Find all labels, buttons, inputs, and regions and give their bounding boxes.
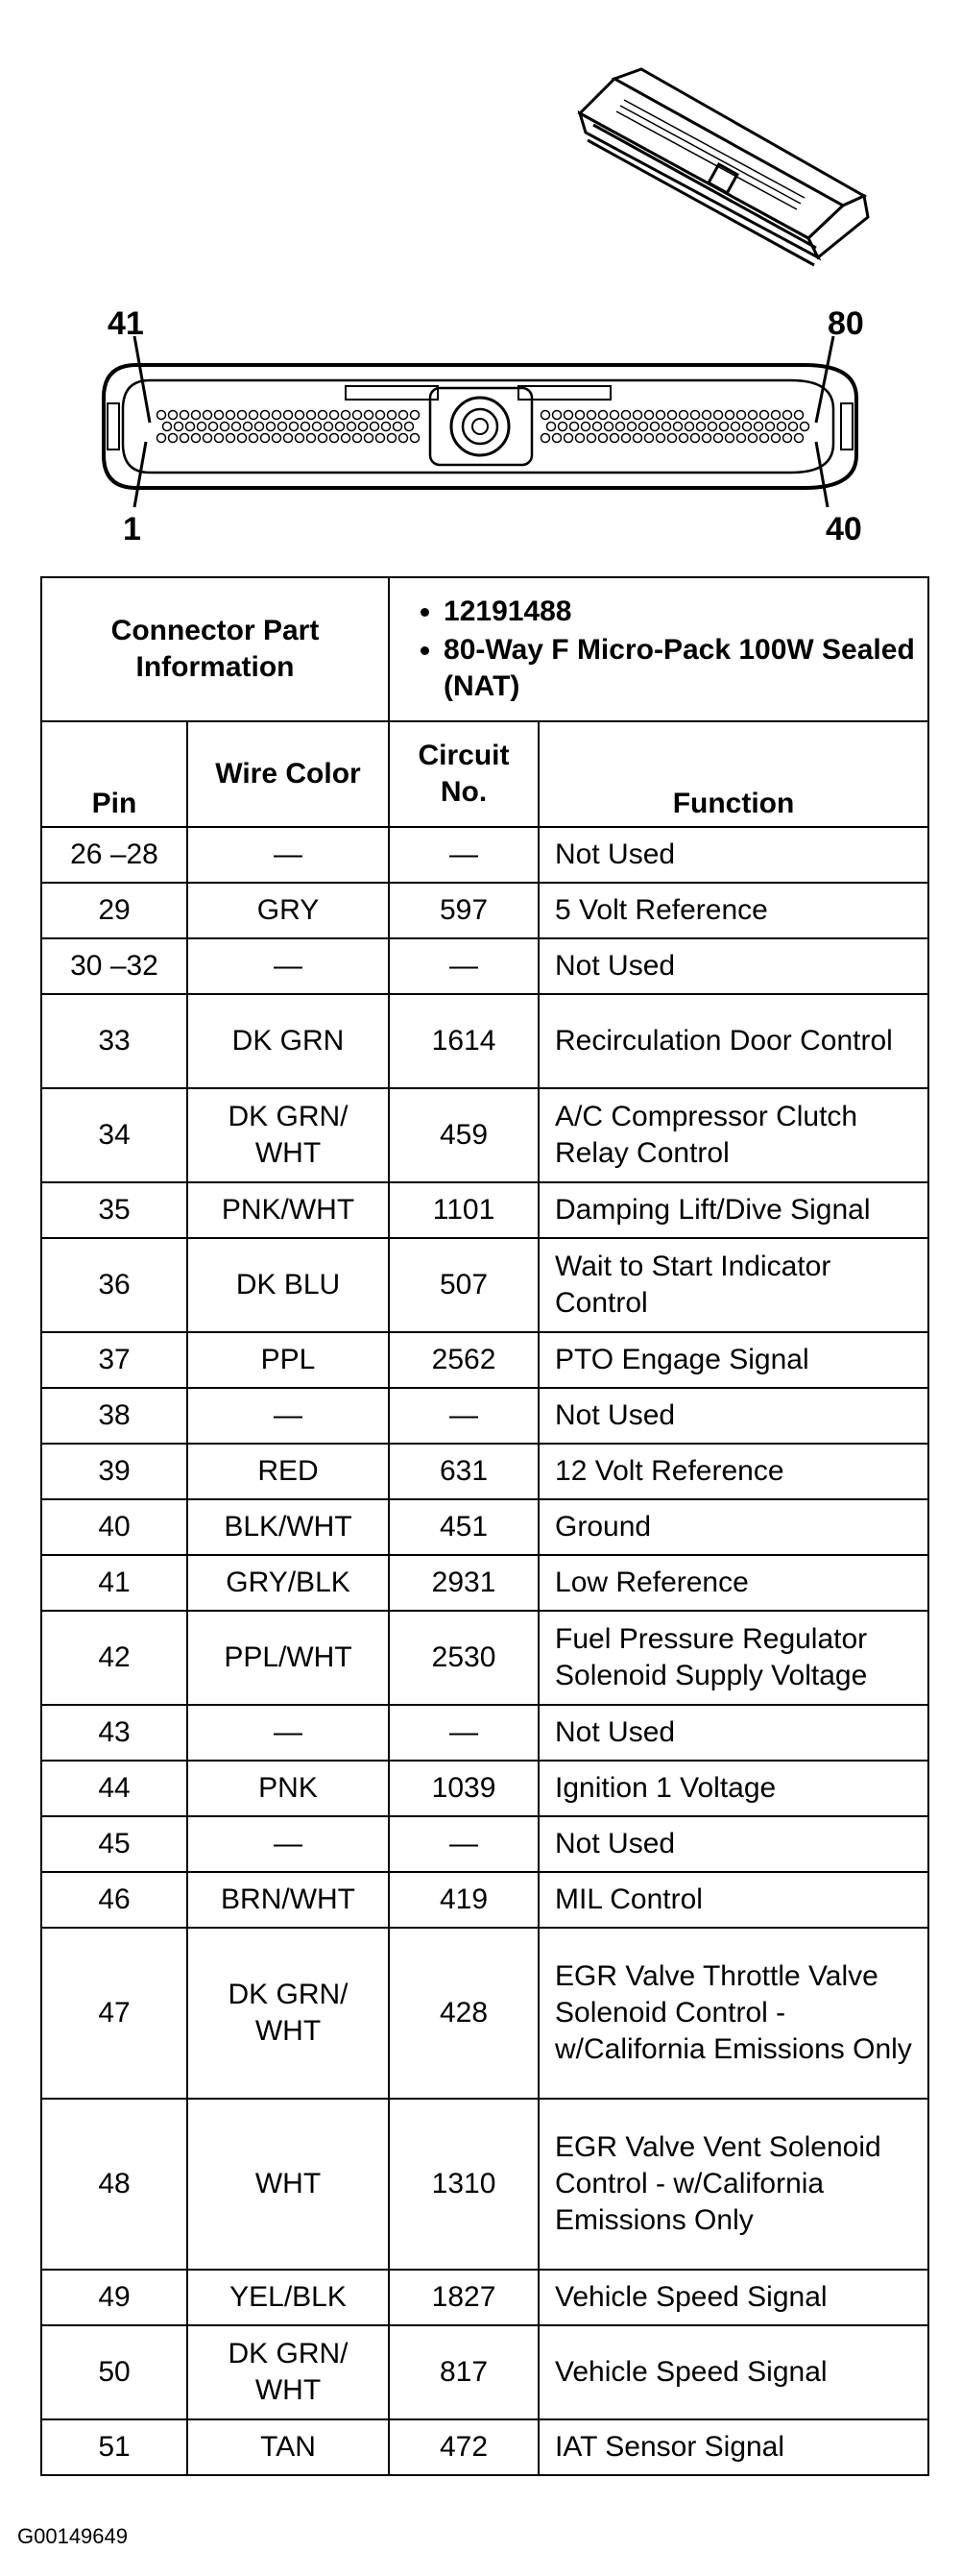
pin-holes bbox=[157, 411, 809, 443]
pin-hole bbox=[371, 423, 379, 431]
pin-hole bbox=[192, 411, 201, 420]
circuit-cell: 1614 bbox=[389, 994, 539, 1088]
pin-hole bbox=[553, 411, 562, 420]
wire-color-cell: — bbox=[187, 1816, 389, 1872]
header-function: Function bbox=[539, 721, 928, 827]
pin-hole bbox=[227, 411, 235, 420]
pin-hole bbox=[697, 423, 706, 431]
figure-id: G00149649 bbox=[17, 2524, 128, 2548]
pin-hole bbox=[749, 434, 758, 443]
table-row bbox=[41, 1388, 928, 1444]
pin-hole bbox=[801, 423, 809, 431]
circuit-cell: 2562 bbox=[389, 1332, 539, 1388]
pin-hole bbox=[330, 434, 339, 443]
pin-hole bbox=[204, 434, 212, 443]
pin-hole bbox=[353, 411, 362, 420]
pin-cell: 40 bbox=[41, 1499, 187, 1555]
pin-hole bbox=[795, 434, 804, 443]
pin-cell: 45 bbox=[41, 1816, 187, 1872]
table-row bbox=[41, 2099, 928, 2270]
circuit-cell: 597 bbox=[389, 883, 539, 938]
circuit-cell: 631 bbox=[389, 1444, 539, 1499]
pin-cell: 30 –32 bbox=[41, 938, 187, 994]
wire-color-cell: DK GRN/ WHT bbox=[187, 1928, 389, 2099]
connector-description: • 80-Way F Micro-Pack 100W Sealed (NAT) bbox=[444, 632, 918, 705]
connector-part-number: • 12191488 bbox=[444, 594, 918, 630]
circuit-cell: 451 bbox=[389, 1499, 539, 1555]
function-cell: Vehicle Speed Signal bbox=[539, 2270, 928, 2325]
pin-hole bbox=[296, 434, 304, 443]
header-row bbox=[41, 721, 928, 827]
pin-hole bbox=[405, 423, 414, 431]
pin-cell: 39 bbox=[41, 1444, 187, 1499]
wire-color-cell: PPL bbox=[187, 1332, 389, 1388]
pin-hole bbox=[720, 423, 729, 431]
pin-hole bbox=[772, 411, 781, 420]
pin-hole bbox=[261, 411, 270, 420]
pin-hole bbox=[376, 411, 385, 420]
pin-hole bbox=[186, 423, 195, 431]
pin-hole bbox=[296, 411, 304, 420]
pin-cell: 37 bbox=[41, 1332, 187, 1388]
circuit-cell: 1310 bbox=[389, 2099, 539, 2270]
table-row bbox=[41, 1816, 928, 1872]
pin-hole bbox=[376, 434, 385, 443]
pin-hole bbox=[319, 411, 327, 420]
circuit-cell: 1039 bbox=[389, 1761, 539, 1816]
pin-cell: 44 bbox=[41, 1761, 187, 1816]
pin-hole bbox=[668, 411, 677, 420]
function-cell: IAT Sensor Signal bbox=[539, 2419, 928, 2475]
pin-hole bbox=[783, 434, 792, 443]
pin-hole bbox=[284, 411, 293, 420]
pin-hole bbox=[680, 411, 688, 420]
wire-color-cell: — bbox=[187, 938, 389, 994]
pin-hole bbox=[180, 411, 189, 420]
circuit-cell: — bbox=[389, 1388, 539, 1444]
pin-hole bbox=[605, 423, 613, 431]
header-circuit-no: Circuit No. bbox=[389, 721, 539, 827]
pin-label-1: 1 bbox=[123, 511, 141, 547]
pin-hole bbox=[290, 423, 299, 431]
pin-hole bbox=[325, 423, 333, 431]
table-row bbox=[41, 1182, 928, 1238]
connector-drawing bbox=[0, 0, 962, 576]
pin-hole bbox=[221, 423, 229, 431]
pin-hole bbox=[714, 434, 723, 443]
pin-hole bbox=[180, 434, 189, 443]
table-row bbox=[41, 1872, 928, 1928]
pin-hole bbox=[593, 423, 602, 431]
pin-hole bbox=[726, 434, 734, 443]
function-cell: Not Used bbox=[539, 1705, 928, 1761]
table-row bbox=[41, 938, 928, 994]
function-cell: Not Used bbox=[539, 827, 928, 883]
wire-color-cell: YEL/BLK bbox=[187, 2270, 389, 2325]
pin-hole bbox=[169, 434, 178, 443]
pin-hole bbox=[709, 423, 717, 431]
circuit-cell: — bbox=[389, 1816, 539, 1872]
wire-color-cell: DK BLU bbox=[187, 1238, 389, 1332]
pin-hole bbox=[388, 434, 397, 443]
function-cell: A/C Compressor Clutch Relay Control bbox=[539, 1088, 928, 1182]
pin-cell: 51 bbox=[41, 2419, 187, 2475]
pin-hole bbox=[382, 423, 391, 431]
table-row bbox=[41, 2270, 928, 2325]
pin-hole bbox=[541, 411, 550, 420]
pin-hole bbox=[795, 411, 804, 420]
pin-hole bbox=[244, 423, 253, 431]
pin-hole bbox=[227, 434, 235, 443]
function-cell: Not Used bbox=[539, 1816, 928, 1872]
pin-hole bbox=[611, 411, 619, 420]
pin-hole bbox=[157, 434, 166, 443]
pin-hole bbox=[685, 423, 694, 431]
pin-hole bbox=[743, 423, 752, 431]
pin-hole bbox=[348, 423, 356, 431]
pin-hole bbox=[789, 423, 798, 431]
pin-hole bbox=[284, 434, 293, 443]
circuit-cell: 419 bbox=[389, 1872, 539, 1928]
pin-hole bbox=[732, 423, 740, 431]
pin-hole bbox=[301, 423, 310, 431]
function-cell: 12 Volt Reference bbox=[539, 1444, 928, 1499]
pin-hole bbox=[399, 434, 408, 443]
wire-color-cell: — bbox=[187, 1388, 389, 1444]
table-row bbox=[41, 1761, 928, 1816]
pin-cell: 47 bbox=[41, 1928, 187, 2099]
pin-hole bbox=[657, 434, 665, 443]
connector-part-info bbox=[389, 577, 928, 721]
function-cell: EGR Valve Throttle Valve Solenoid Control - w/California Emissions Only bbox=[539, 1928, 928, 2099]
wire-color-cell: PNK/WHT bbox=[187, 1182, 389, 1238]
pin-label-40: 40 bbox=[826, 511, 862, 547]
pin-hole bbox=[749, 411, 758, 420]
wire-color-cell: PPL/WHT bbox=[187, 1611, 389, 1705]
pin-hole bbox=[157, 411, 166, 420]
function-cell: Damping Lift/Dive Signal bbox=[539, 1182, 928, 1238]
pin-hole bbox=[755, 423, 763, 431]
function-cell: MIL Control bbox=[539, 1872, 928, 1928]
pin-hole bbox=[714, 411, 723, 420]
wire-color-cell: BRN/WHT bbox=[187, 1872, 389, 1928]
pin-hole bbox=[342, 434, 350, 443]
wire-color-cell: GRY/BLK bbox=[187, 1555, 389, 1611]
function-cell: EGR Valve Vent Solenoid Control - w/California Emissions Only bbox=[539, 2099, 928, 2270]
circuit-cell: 1827 bbox=[389, 2270, 539, 2325]
table-row bbox=[41, 1238, 928, 1332]
pin-hole bbox=[250, 434, 258, 443]
pin-hole bbox=[651, 423, 660, 431]
pin-hole bbox=[169, 411, 178, 420]
pin-cell: 33 bbox=[41, 994, 187, 1088]
table-row bbox=[41, 1444, 928, 1499]
pin-hole bbox=[703, 434, 711, 443]
pin-hole bbox=[616, 423, 625, 431]
pin-cell: 26 –28 bbox=[41, 827, 187, 883]
pin-hole bbox=[307, 434, 316, 443]
pin-hole bbox=[353, 434, 362, 443]
pin-hole bbox=[599, 434, 608, 443]
pin-hole bbox=[394, 423, 402, 431]
function-cell: Low Reference bbox=[539, 1555, 928, 1611]
pin-hole bbox=[668, 434, 677, 443]
table-row bbox=[41, 1928, 928, 2099]
wire-color-cell: DK GRN/ WHT bbox=[187, 2325, 389, 2419]
pin-hole bbox=[547, 423, 556, 431]
pin-hole bbox=[760, 434, 769, 443]
pin-cell: 46 bbox=[41, 1872, 187, 1928]
pin-hole bbox=[273, 411, 281, 420]
pin-cell: 29 bbox=[41, 883, 187, 938]
pin-cell: 38 bbox=[41, 1388, 187, 1444]
pin-hole bbox=[319, 434, 327, 443]
circuit-cell: 2931 bbox=[389, 1555, 539, 1611]
pin-hole bbox=[565, 434, 573, 443]
wire-color-cell: PNK bbox=[187, 1761, 389, 1816]
pin-hole bbox=[760, 411, 769, 420]
pin-hole bbox=[330, 411, 339, 420]
header-pin: Pin bbox=[41, 721, 187, 827]
pin-hole bbox=[192, 434, 201, 443]
function-cell: Ignition 1 Voltage bbox=[539, 1761, 928, 1816]
pin-hole bbox=[570, 423, 579, 431]
wire-color-cell: DK GRN/ WHT bbox=[187, 1088, 389, 1182]
pin-hole bbox=[588, 411, 596, 420]
pin-cell: 36 bbox=[41, 1238, 187, 1332]
pin-hole bbox=[634, 411, 642, 420]
pin-label-41: 41 bbox=[108, 305, 144, 342]
function-cell: Recirculation Door Control bbox=[539, 994, 928, 1088]
pin-hole bbox=[365, 411, 373, 420]
function-cell: Vehicle Speed Signal bbox=[539, 2325, 928, 2419]
function-cell: PTO Engage Signal bbox=[539, 1332, 928, 1388]
pin-cell: 50 bbox=[41, 2325, 187, 2419]
circuit-cell: 472 bbox=[389, 2419, 539, 2475]
pin-hole bbox=[399, 411, 408, 420]
pin-hole bbox=[703, 411, 711, 420]
pin-hole bbox=[215, 434, 224, 443]
pin-hole bbox=[238, 434, 247, 443]
wire-color-cell: TAN bbox=[187, 2419, 389, 2475]
pin-hole bbox=[680, 434, 688, 443]
table-row bbox=[41, 1705, 928, 1761]
wire-color-cell: WHT bbox=[187, 2099, 389, 2270]
pin-hole bbox=[553, 434, 562, 443]
function-cell: Not Used bbox=[539, 1388, 928, 1444]
table-row bbox=[41, 1611, 928, 1705]
pin-cell: 34 bbox=[41, 1088, 187, 1182]
pin-hole bbox=[766, 423, 775, 431]
pin-hole bbox=[359, 423, 368, 431]
pin-hole bbox=[307, 411, 316, 420]
pin-hole bbox=[634, 434, 642, 443]
pin-hole bbox=[175, 423, 183, 431]
pin-cell: 48 bbox=[41, 2099, 187, 2270]
pin-hole bbox=[215, 411, 224, 420]
pin-hole bbox=[336, 423, 345, 431]
table-row bbox=[41, 2419, 928, 2475]
function-cell: Not Used bbox=[539, 938, 928, 994]
wire-color-cell: DK GRN bbox=[187, 994, 389, 1088]
pin-cell: 49 bbox=[41, 2270, 187, 2325]
pin-hole bbox=[198, 423, 206, 431]
header-wire-color: Wire Color bbox=[187, 721, 389, 827]
pin-hole bbox=[622, 434, 631, 443]
connector-part-title: Connector Part Information bbox=[41, 577, 389, 721]
table-row bbox=[41, 1499, 928, 1555]
pin-hole bbox=[588, 434, 596, 443]
pin-hole bbox=[622, 411, 631, 420]
circuit-cell: 2530 bbox=[389, 1611, 539, 1705]
pin-hole bbox=[565, 411, 573, 420]
table-row bbox=[41, 1555, 928, 1611]
wire-color-cell: RED bbox=[187, 1444, 389, 1499]
pin-hole bbox=[278, 423, 287, 431]
pin-hole bbox=[209, 423, 218, 431]
pin-hole bbox=[737, 434, 746, 443]
pin-hole bbox=[726, 411, 734, 420]
circuit-cell: — bbox=[389, 827, 539, 883]
pin-hole bbox=[576, 434, 585, 443]
pin-hole bbox=[267, 423, 276, 431]
pin-hole bbox=[691, 434, 700, 443]
wire-color-cell: — bbox=[187, 827, 389, 883]
circuit-cell: 459 bbox=[389, 1088, 539, 1182]
pin-hole bbox=[559, 423, 567, 431]
wire-color-cell: — bbox=[187, 1705, 389, 1761]
pin-cell: 43 bbox=[41, 1705, 187, 1761]
connector-3d-view bbox=[580, 69, 868, 265]
table-row bbox=[41, 1332, 928, 1388]
pin-cell: 42 bbox=[41, 1611, 187, 1705]
pin-hole bbox=[204, 411, 212, 420]
pin-hole bbox=[232, 423, 241, 431]
table-row bbox=[41, 994, 928, 1088]
pin-hole bbox=[737, 411, 746, 420]
function-cell: Ground bbox=[539, 1499, 928, 1555]
pin-hole bbox=[772, 434, 781, 443]
circuit-cell: — bbox=[389, 1705, 539, 1761]
connector-info-row bbox=[41, 577, 928, 721]
function-cell: 5 Volt Reference bbox=[539, 883, 928, 938]
pin-cell: 35 bbox=[41, 1182, 187, 1238]
pin-hole bbox=[411, 411, 420, 420]
pin-hole bbox=[250, 411, 258, 420]
pin-hole bbox=[783, 411, 792, 420]
connector-face-view bbox=[104, 336, 856, 507]
pin-hole bbox=[778, 423, 786, 431]
table-row bbox=[41, 1088, 928, 1182]
pin-hole bbox=[639, 423, 648, 431]
pin-hole bbox=[313, 423, 322, 431]
table-row bbox=[41, 2325, 928, 2419]
pin-hole bbox=[645, 411, 654, 420]
pin-hole bbox=[238, 411, 247, 420]
circuit-cell: 428 bbox=[389, 1928, 539, 2099]
circuit-cell: — bbox=[389, 938, 539, 994]
pin-hole bbox=[599, 411, 608, 420]
pin-hole bbox=[342, 411, 350, 420]
pin-hole bbox=[365, 434, 373, 443]
circuit-cell: 1101 bbox=[389, 1182, 539, 1238]
pin-hole bbox=[691, 411, 700, 420]
pin-hole bbox=[628, 423, 637, 431]
function-cell: Wait to Start Indicator Control bbox=[539, 1238, 928, 1332]
pin-hole bbox=[261, 434, 270, 443]
pin-hole bbox=[576, 411, 585, 420]
pin-hole bbox=[273, 434, 281, 443]
pin-label-80: 80 bbox=[828, 305, 864, 342]
table-row bbox=[41, 883, 928, 938]
pin-cell: 41 bbox=[41, 1555, 187, 1611]
circuit-cell: 817 bbox=[389, 2325, 539, 2419]
pin-hole bbox=[645, 434, 654, 443]
table-row bbox=[41, 827, 928, 883]
pin-hole bbox=[662, 423, 671, 431]
function-cell: Fuel Pressure Regulator Solenoid Supply Voltage bbox=[539, 1611, 928, 1705]
connector-illustration bbox=[0, 0, 962, 576]
pin-hole bbox=[657, 411, 665, 420]
wire-color-cell: BLK/WHT bbox=[187, 1499, 389, 1555]
pin-hole bbox=[611, 434, 619, 443]
pin-hole bbox=[541, 434, 550, 443]
pin-hole bbox=[388, 411, 397, 420]
circuit-cell: 507 bbox=[389, 1238, 539, 1332]
pin-hole bbox=[163, 423, 172, 431]
wire-color-cell: GRY bbox=[187, 883, 389, 938]
pinout-table bbox=[40, 576, 929, 2476]
pin-hole bbox=[255, 423, 264, 431]
pin-hole bbox=[411, 434, 420, 443]
pin-hole bbox=[674, 423, 683, 431]
pin-hole bbox=[582, 423, 590, 431]
